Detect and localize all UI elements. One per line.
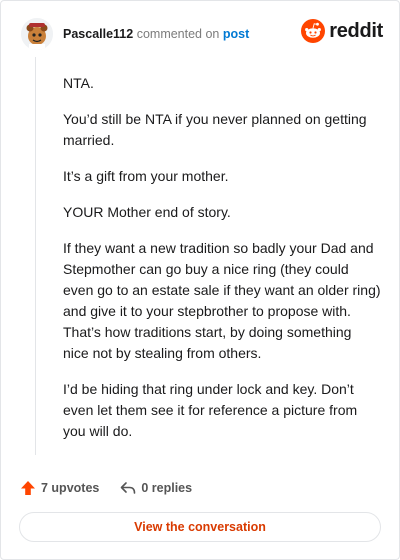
- reddit-logo[interactable]: [301, 19, 383, 43]
- comment-paragraph: NTA.: [63, 75, 94, 91]
- comment-header: [21, 17, 383, 51]
- post-link[interactable]: post: [222, 27, 250, 41]
- avatar[interactable]: [21, 18, 53, 50]
- reply-count: 0 replies: [141, 481, 193, 495]
- comment-paragraph: It’s a gift from your mother.: [63, 168, 229, 184]
- upvote-button[interactable]: [19, 479, 99, 497]
- avatar-image: [21, 18, 53, 50]
- upvote-arrow-icon: [19, 479, 37, 497]
- comment-actions: [19, 477, 192, 499]
- comment-body: [63, 73, 381, 457]
- thread-line: [35, 57, 36, 455]
- comment-meta: [63, 27, 249, 41]
- comment-paragraph: If they want a new tradition so badly your Dad and Stepmother can go buy a nice ring (they could even go to an estate sale if they want an older ring) and give it to your stepbrother to propose with. That’s how traditions start, by doing something nice not by stealing from others.: [63, 240, 381, 361]
- reddit-snoo-icon: [301, 19, 325, 43]
- reply-button[interactable]: [119, 479, 192, 497]
- reply-arrow-icon: [119, 479, 137, 497]
- upvote-count: 7 upvotes: [41, 481, 100, 495]
- comment-paragraph: YOUR Mother end of story.: [63, 204, 231, 220]
- commented-on-text: commented on: [136, 27, 220, 41]
- username[interactable]: Pascalle112: [63, 27, 134, 41]
- comment-paragraph: You’d still be NTA if you never planned on getting married.: [63, 111, 367, 148]
- reddit-wordmark: reddit: [329, 19, 383, 42]
- comment-paragraph: I’d be hiding that ring under lock and key. Don’t even let them see it for reference a picture from you will do.: [63, 381, 358, 439]
- view-conversation-button[interactable]: View the conversation: [19, 512, 381, 542]
